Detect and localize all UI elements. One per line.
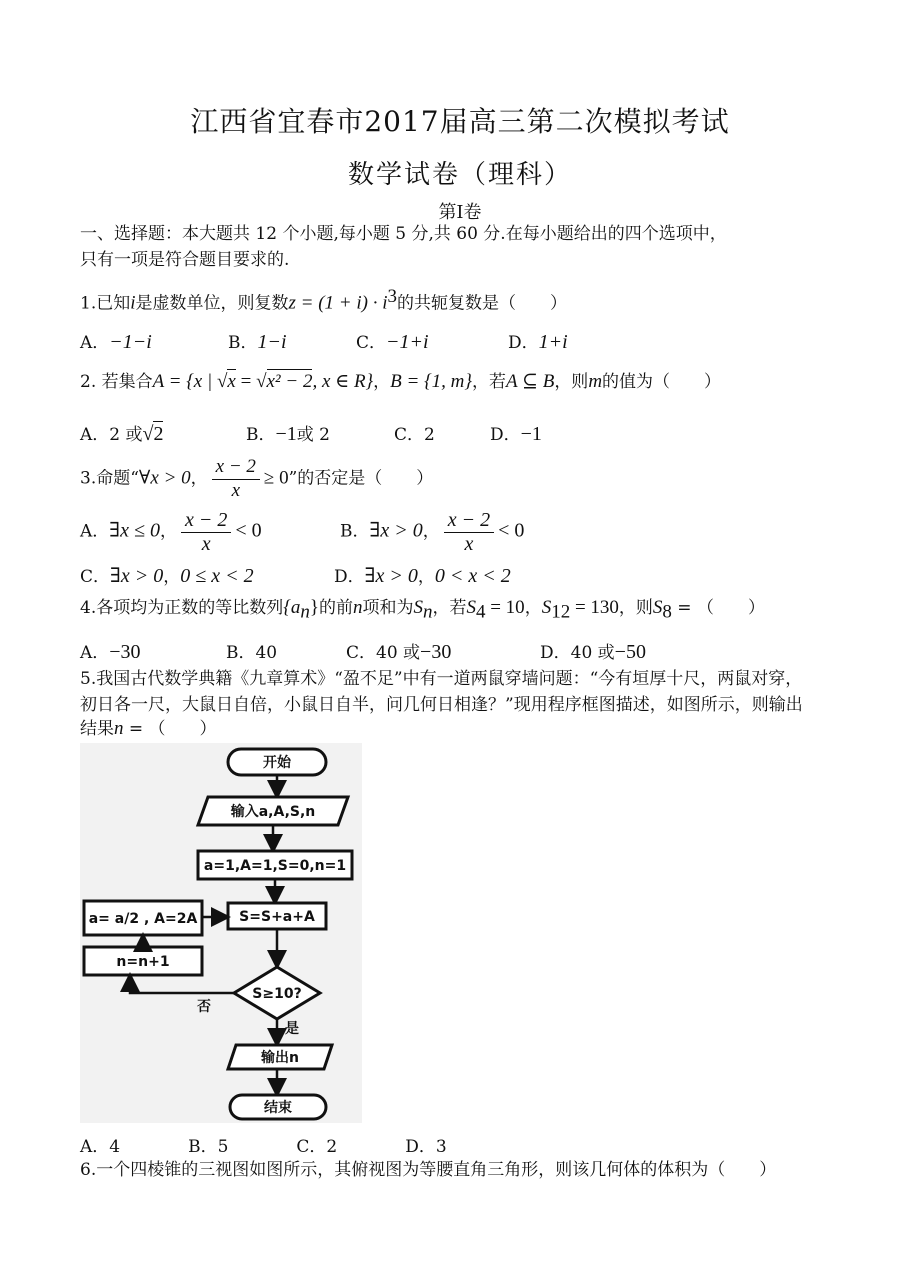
flow-end-text: 结束 xyxy=(264,1100,292,1116)
q4-a-label: A． xyxy=(80,643,110,663)
flow-start-text: 开始 xyxy=(263,755,291,771)
flow-yes-label: 是 xyxy=(285,1021,299,1037)
q2-m: m xyxy=(588,371,603,392)
q3-post: ”的否定是（ ） xyxy=(288,468,434,489)
flow-input-text: 输入a,A,S,n xyxy=(230,804,316,820)
q4-d-label: D．40 或 xyxy=(540,643,615,663)
q1-d-label: D． xyxy=(508,333,539,353)
q2-b-label: B． xyxy=(246,425,276,445)
question-4-option-b xyxy=(226,638,277,663)
flow-inc-text: n=n+1 xyxy=(116,954,170,970)
q4-c-value: −30 xyxy=(420,641,452,663)
flow-sum-text: S=S+a+A xyxy=(239,909,315,925)
q2-set-a-1: A = {x | xyxy=(152,371,217,392)
q4-c1: ， xyxy=(524,598,542,618)
q1-c-value: −1+i xyxy=(386,331,429,353)
exam-title: 江西省宜春市2017届高三第二次模拟考试 xyxy=(190,105,730,138)
q4-post: = （ ） xyxy=(671,598,765,618)
q2-mid: ， xyxy=(373,372,391,392)
q1-expr: z = (1 + i) · i xyxy=(288,292,388,314)
question-4-option-a xyxy=(80,638,141,664)
q3-a-frac-den: x xyxy=(201,533,211,555)
q3-b-frac-num: x − 2 xyxy=(444,509,494,533)
question-5-line3 xyxy=(80,717,217,741)
question-3-option-d: D．∃x > 0，0 < x < 2 xyxy=(334,565,511,587)
question-6-stem: 6.一个四棱锥的三视图如图所示，其俯视图为等腰直角三角形，则该几何体的体积为（ ） xyxy=(80,1160,777,1180)
q2-pre: 2. 若集合 xyxy=(80,372,153,392)
q1-exp: 3 xyxy=(387,286,398,307)
question-4-option-c xyxy=(346,638,451,664)
q4-c2: ，则 xyxy=(618,598,653,618)
q3-c-label: C． xyxy=(80,567,111,587)
question-2-option-c xyxy=(394,420,435,445)
flow-update-text: a= a/2 , A=2A xyxy=(88,911,198,927)
q4-s8: S xyxy=(652,597,663,618)
q3-a-frac-num: x − 2 xyxy=(181,509,231,533)
q4-mid2: 项和为 xyxy=(362,598,414,618)
q2-b-tail: 或 2 xyxy=(296,425,331,445)
question-5-line1: 5.我国古代数学典籍《九章算术》“盈不足”中有一道两鼠穿墙问题：“今有垣厚十尺，两鼠对穿， xyxy=(80,669,803,689)
question-1-option-a xyxy=(80,328,152,354)
q2-post2: 的值为（ ） xyxy=(602,372,722,392)
section-instructions-line2: 只有一项是符合题目要求的. xyxy=(80,250,290,270)
exam-subtitle: 数学试卷（理科） xyxy=(347,160,572,190)
question-3-option-c: C．∃x > 0，0 ≤ x < 2 xyxy=(80,565,254,587)
q3-d-expr: ∃x > 0 xyxy=(364,565,418,587)
question-5-line2: 初日各一尺，大鼠日自倍，小鼠日自半，问几何日相逢？”现用程序框图描述，如图所示，则输出 xyxy=(80,695,803,715)
q4-seq-sub: n xyxy=(300,601,310,623)
q3-forall: ∀x > 0 xyxy=(138,467,191,489)
q4-b-label: B．40 xyxy=(226,643,278,663)
flow-no-label: 否 xyxy=(197,999,211,1015)
q3-c-expr2: 0 ≤ x < 2 xyxy=(180,565,254,587)
q4-s-sub: n xyxy=(422,601,433,623)
flow-init-text: a=1,A=1,S=0,n=1 xyxy=(203,858,347,874)
question-4-stem xyxy=(80,596,765,624)
q2-d-value: −1 xyxy=(520,423,542,445)
question-5-options: A．4 B．5 C．2 D．3 xyxy=(80,1137,447,1157)
q3-a-fraction xyxy=(181,509,231,555)
q3-frac-den: x xyxy=(231,480,240,501)
question-2-option-b xyxy=(246,420,330,446)
flow-condition-text: S≥10? xyxy=(252,986,302,1002)
q3-pre: 3.命题“ xyxy=(80,468,139,489)
q2-eq: = xyxy=(235,371,257,392)
q1-d-value: 1+i xyxy=(538,331,568,353)
q1-a-label: A． xyxy=(80,333,110,353)
q2-mid2: ，若 xyxy=(472,372,507,392)
question-3-option-b: B．∃x > 0， $\frac{x - 2}{x}$ < 0 xyxy=(340,509,525,555)
q5-line3-n: n xyxy=(114,718,124,739)
q3-b-frac-den: x xyxy=(464,533,474,555)
question-3-option-a: A．∃x ≤ 0， $\frac{x - 2}{x}$ < 0 xyxy=(80,509,262,555)
q1-b-label: B． xyxy=(228,333,258,353)
q2-post: ，则 xyxy=(554,372,589,392)
question-1-option-c xyxy=(356,328,429,354)
q4-s4-val: = 10 xyxy=(485,597,525,618)
q2-sqrt-expr: x² − 2 xyxy=(266,371,313,392)
q3-ge: ≥ 0 xyxy=(263,467,289,489)
flow-output-text: 输出n xyxy=(261,1050,299,1066)
q1-i: i xyxy=(130,292,136,314)
section-instructions-line1: 一、选择题：本大题共 12 个小题,每小题 5 分,共 60 分.在每小题给出的四个选项中， xyxy=(80,224,727,244)
q2-set-b: B = {1, m} xyxy=(390,371,473,392)
q1-post: 的共轭复数是（ ） xyxy=(397,293,568,314)
q3-fraction xyxy=(212,456,260,502)
question-3-stem xyxy=(80,456,433,502)
q4-mid3: ，若 xyxy=(432,598,467,618)
q1-c-label: C． xyxy=(356,333,387,353)
q4-c-label: C．40 或 xyxy=(346,643,421,663)
q5-line3-pre: 结果 xyxy=(80,719,114,739)
q3-a-lt: < 0 xyxy=(235,519,262,542)
q3-d-expr2: 0 < x < 2 xyxy=(434,565,511,587)
q4-seq: {a xyxy=(283,597,301,618)
q4-s4: S xyxy=(466,597,476,618)
q2-c-label: C．2 xyxy=(394,425,435,445)
q1-mid: 是虚数单位，则复数 xyxy=(135,293,289,314)
q4-s: S xyxy=(413,597,423,618)
q4-s12-sub: 12 xyxy=(551,601,571,623)
q3-b-expr: ∃x > 0 xyxy=(369,519,423,542)
q2-set-a-2: , x ∈ R} xyxy=(312,371,374,392)
q3-b-label: B． xyxy=(340,521,370,542)
q4-s8-sub: 8 xyxy=(662,601,672,623)
volume-label: 第Ⅰ卷 xyxy=(438,202,482,223)
q3-c-expr: ∃x > 0 xyxy=(110,565,164,587)
q2-a-sqrt: 2 xyxy=(153,423,164,445)
question-4-option-d xyxy=(540,638,646,664)
q2-sqrt-x: x xyxy=(227,371,236,392)
q3-a-label: A． xyxy=(80,521,110,542)
q1-b-value: 1−i xyxy=(257,331,287,353)
q1-a-value: −1−i xyxy=(109,331,152,353)
q3-b-lt: < 0 xyxy=(498,519,525,542)
q3-a-expr: ∃x ≤ 0 xyxy=(109,519,160,542)
question-1-stem xyxy=(80,285,567,316)
q3-d-label: D． xyxy=(334,567,365,587)
q4-d-value: −50 xyxy=(614,641,646,663)
q2-d-label: D． xyxy=(490,425,521,445)
question-2-stem: 2. 若集合A = {x | √x = √x² − 2, x ∈ R}，B = {1, m}，若A ⊆ B，则m的值为（ ） xyxy=(80,371,722,392)
q4-s4-sub: 4 xyxy=(475,601,486,623)
q4-n: n xyxy=(352,597,363,618)
question-2-option-a: A．2 或√2 xyxy=(80,423,164,445)
q3-comma: ， xyxy=(190,468,208,489)
q4-a-value: −30 xyxy=(109,641,141,663)
question-1-option-b xyxy=(228,328,287,354)
q5-line3-post: = （ ） xyxy=(123,719,217,739)
q2-subset: A ⊆ B xyxy=(506,371,555,392)
q4-s12-val: = 130 xyxy=(570,597,619,618)
q4-seq-close: } xyxy=(309,597,319,618)
question-1-option-d xyxy=(508,328,568,354)
q4-mid: 的前 xyxy=(318,598,353,618)
flowchart xyxy=(80,743,362,1123)
q4-pre: 4.各项均为正数的等比数列 xyxy=(80,598,284,618)
q3-frac-num: x − 2 xyxy=(212,456,260,480)
q4-s12: S xyxy=(541,597,552,618)
q3-b-fraction xyxy=(444,509,494,555)
q2-b-value: −1 xyxy=(275,423,297,445)
q2-a-label: A．2 或 xyxy=(80,425,143,445)
q1-pre: 1.已知 xyxy=(80,293,131,314)
question-2-option-d xyxy=(490,420,542,446)
